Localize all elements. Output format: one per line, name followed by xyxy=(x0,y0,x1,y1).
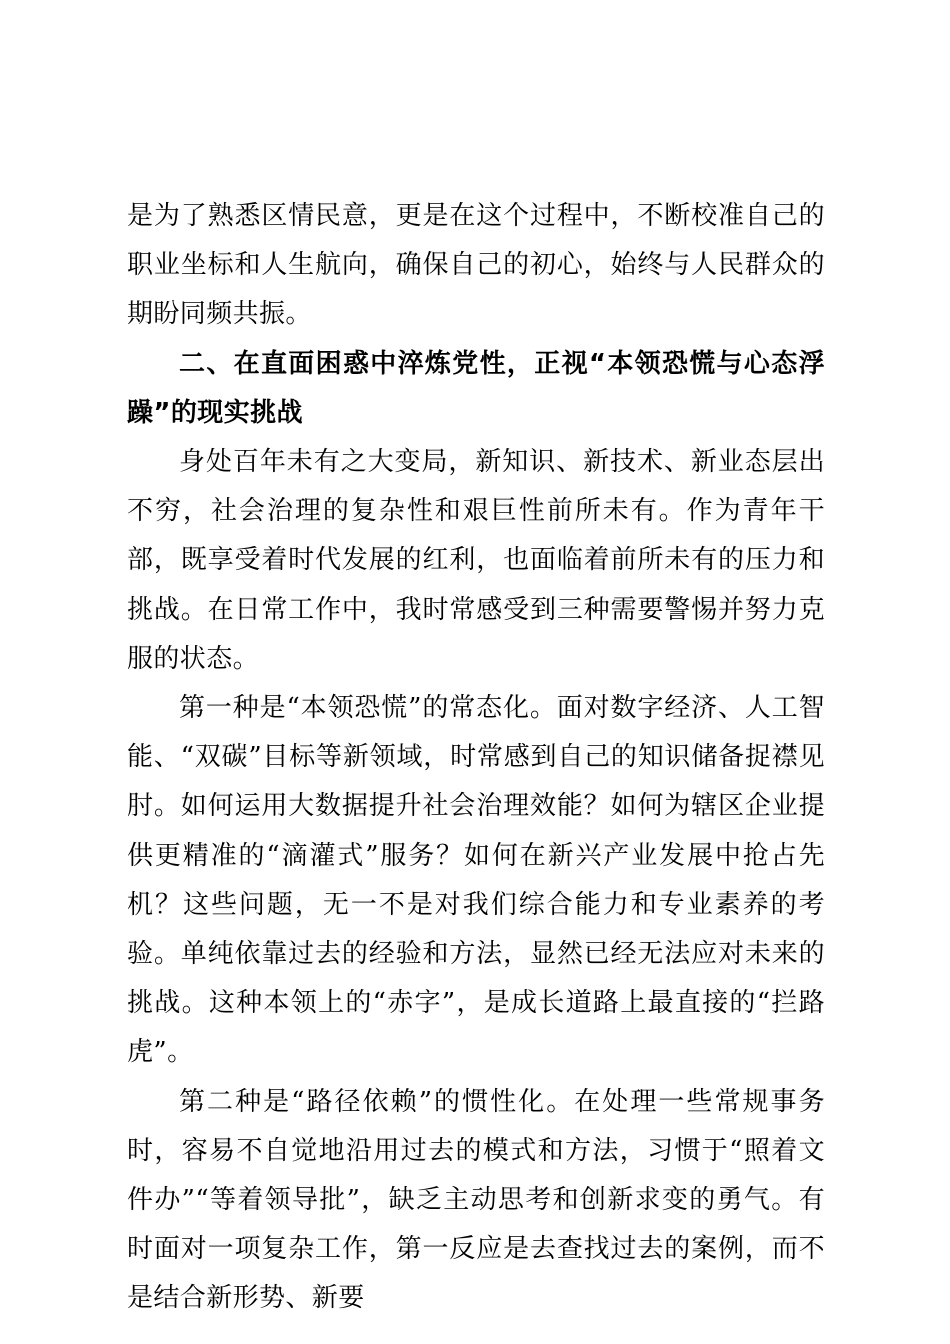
paragraph-body: 身处百年未有之大变局，新知识、新技术、新业态层出不穷，社会治理的复杂性和艰巨性前所未有。作为青年干部，既享受着时代发展的红利，也面临着前所未有的压力和挑战。在日常工作中，我时常感受到三种需要警惕并努力克服的状态。 xyxy=(127,447,825,674)
paragraph-body: 第二种是“路径依赖”的惯性化。在处理一些常规事务时，容易不自觉地沿用过去的模式和方法，习惯于“照着文件办”“等着领导批”，缺乏主动思考和创新求变的勇气。有时面对一项复杂工作，第一反应是去查找过去的案例，而不是结合新形势、新要 xyxy=(127,1086,825,1314)
paragraph-body: 第一种是“本领恐慌”的常态化。面对数字经济、人工智能、“双碳”目标等新领域，时常感到自己的知识储备捉襟见肘。如何运用大数据提升社会治理效能？如何为辖区企业提供更精准的“滴灌式”服务？如何在新兴产业发展中抢占先机？这些问题，无一不是对我们综合能力和专业素养的考验。单纯依靠过去的经验和方法，显然已经无法应对未来的挑战。这种本领上的“赤字”，是成长道路上最直接的“拦路虎”。 xyxy=(127,693,825,1068)
section-heading: 二、在直面困惑中淬炼党性，正视“本领恐慌与心态浮躁”的现实挑战 xyxy=(127,348,825,428)
document-body xyxy=(127,192,825,1324)
paragraph-continuation: 是为了熟悉区情民意，更是在这个过程中，不断校准自己的职业坐标和人生航向，确保自己的初心，始终与人民群众的期盼同频共振。 xyxy=(127,201,825,330)
